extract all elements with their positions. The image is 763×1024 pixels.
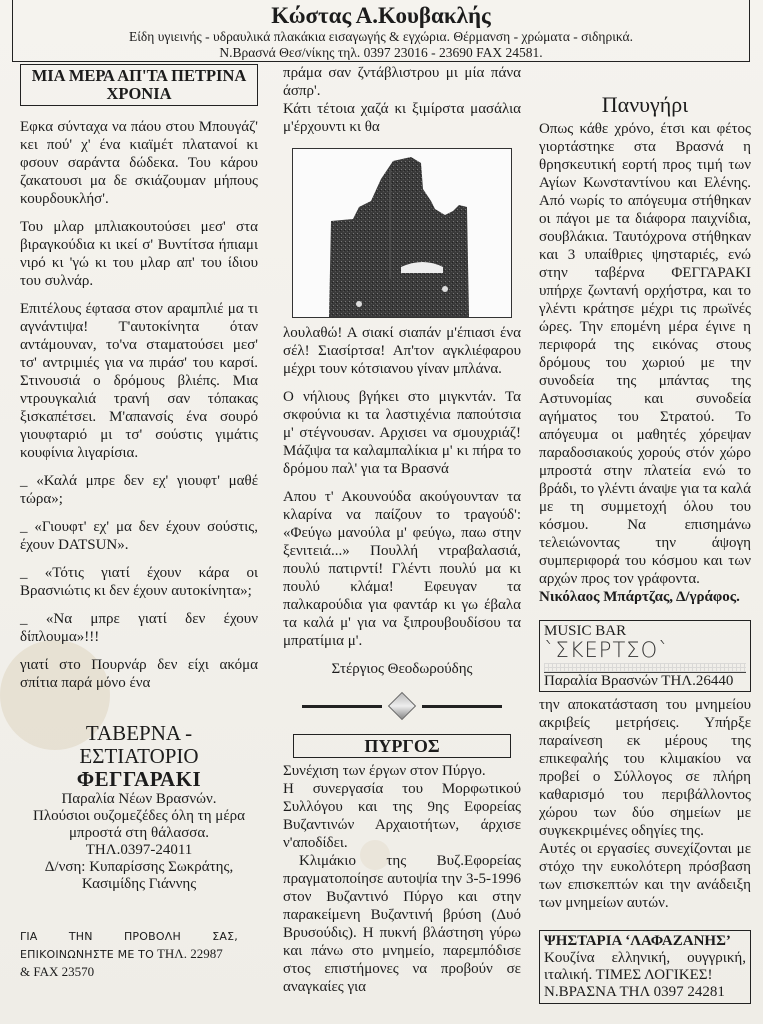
article-paragraph: λουλαθώ! Α σιακί σιαπάν μ'έπιασι ένα σέλ! Σιασίρτσα! Απ'τον αγκλιέφαρου μέχρι τουν κότσιανου γίναν μπλάνα. bbox=[283, 325, 521, 377]
ad-taverna-line1: ΤΑΒΕΡΝΑ - bbox=[85, 721, 193, 745]
article-paragraph: _ «Να μπρε γιατί δεν έχουν δίπλουμα»!!! bbox=[20, 611, 258, 645]
article-paragraph: _ «Τότις γιατί έχουν κάρα οι Βρασνιώτις κι δεν έχουν αυτοκίνητα»; bbox=[20, 565, 258, 599]
column-right bbox=[539, 64, 751, 1004]
article-paragraph: _ «Καλά μπρε δεν εχ' γιουφτ' μαθέ τώρα»; bbox=[20, 473, 258, 507]
article-author: Νικόλαος Μπάρτζας, Δ/γράφος. bbox=[539, 589, 740, 605]
promo-word: ΓΙΑ bbox=[20, 930, 38, 943]
article-paragraph: _ «Γιουφτ' εχ' μα δεν έχουν σούστις, έχουν DATSUN». bbox=[20, 519, 258, 553]
article-paragraph: γιατί στο Πουρνάρ δεν είχι ακόμα σπίτια παρά μόνο ένα bbox=[20, 657, 258, 691]
article-paragraph: Συνέχιση των έργων στον Πύργο. bbox=[283, 763, 486, 779]
promo-contact-caps: ΕΠΙΚΟΙΝΩΝΗΣΤΕ ΜΕ ΤΟ bbox=[20, 948, 154, 961]
ad-music-bar-address: Παραλία Βρασνών ΤΗΛ.26440 bbox=[544, 672, 746, 690]
article-paragraph: Επιτέλους έφτασα στον αραμπλιέ μα τι αγνάντιψα! Τ'αυτοκίνητα όταν αντάμουναν, το'να σταματούσει μεσ' τσ' αντριμιές για να πιράσ' του καρσί. Στινουσιά ο δρόμους βλιέπς. Μια ντρουγκαλιά τρανή σαν τόπακας ξισκαπέτσει. Μ'απανσίς ένα σουρό γιουφταριό μι τσ' σούστις γιμάτις κουφίνια λιγαρίσια. bbox=[20, 301, 258, 461]
ad-music-bar bbox=[539, 620, 751, 692]
article-paragraph: Απου τ' Ακουνούδα ακούγουνταν τα κλαρίνα να παίζουν το τραγούδ': «Φεύγω μανούλα μ' φεύγω, παω στην ξενιτειά...» Πουλλή ντραβαλασιά, πουλύ πατιρντί! Γλέντι πουλύ μα κι πουλύ κλάμα! Εφευγαν τα παλκαρούδια για φαντάρ κι γω έβαλα τα καλά μ' για να ξιπρουβουδίσου τα μπρατίμια μ'. bbox=[283, 489, 521, 649]
article-title: ΜΙΑ ΜΕΡΑ ΑΠ'ΤΑ ΠΕΤΡΙΝΑ ΧΡΟΝΙΑ bbox=[20, 64, 258, 106]
article-title: Πανυγήρι bbox=[601, 92, 689, 117]
section-divider bbox=[283, 696, 521, 716]
ad-psistaria-desc: Κουζίνα ελληνική, ουγγρική, ιταλική. ΤΙΜΕΣ ΛΟΓΙΚΕΣ! bbox=[544, 950, 746, 983]
article-paragraph: πράμα σαν ζντάβλιστρου μι μία πάνα άσπρ'. bbox=[283, 65, 521, 99]
promo-phone: ΤΗΛ. 22987 bbox=[156, 946, 223, 961]
ad-taverna-line2: ΕΣΤΙΑΤΟΡΙΟ bbox=[79, 744, 199, 768]
article-title: ΠΥΡΓΟΣ bbox=[293, 734, 511, 758]
promo-word: ΤΗΝ bbox=[68, 930, 93, 943]
ad-taverna-address: Παραλία Νέων Βρασνών. bbox=[61, 791, 217, 807]
tower-photo bbox=[292, 148, 512, 318]
article-paragraph: Η συνεργασία του Μορφωτικού Συλλόγου και της 9ης Εφορείας Βυζαντινών Αρχαιοτήτων, άρχισε ν'αποδίδει. bbox=[283, 781, 521, 851]
divider-line bbox=[302, 705, 382, 708]
tower-ruin-image bbox=[293, 149, 511, 317]
ad-music-bar-name: `ΣΚΕΡΤΣΟ` bbox=[544, 638, 670, 662]
ad-taverna-phone: ΤΗΛ.0397-24011 bbox=[85, 842, 193, 858]
ad-taverna bbox=[20, 722, 258, 893]
article-paragraph: Κλιμάκιο της Βυζ.Εφορείας πραγματοποίησε αυτοψία την 3-5-1996 στον Βυζαντινό Πύργο και στην παρακείμενη Βυζαντινή βρύση (Δυό Βρυσούδις). Η πυκνή βλάστηση γύρω και πάνω στο μνημείο, παρεμπόδισε στος επιστήμονες να προβούν σε αναγκαίες για bbox=[283, 853, 521, 995]
article-paragraph: Του μλαρ μπλιακουτούσει μεσ' στα βιραγκούδια κι ικεί σ' Βυντίτσα ήπιαμι νιρό κι 'γώ κι του μλαρ απ' του ίδιου του συλνάρ. bbox=[20, 219, 258, 289]
promo-notice bbox=[20, 928, 238, 980]
promo-word: ΠΡΟΒΟΛΗ bbox=[123, 930, 181, 943]
ad-taverna-name: ΦΕΓΓΑΡΑΚΙ bbox=[76, 767, 202, 791]
ad-psistaria bbox=[539, 930, 751, 1004]
ad-music-bar-label: MUSIC BAR bbox=[544, 623, 627, 639]
article-paragraph: Αυτές οι εργασίες συνεχίζονται με στόχο την ευκολότερη πρόσβαση των επισκεπτών και την ανάδειξη των μνημείων αυτών. bbox=[539, 841, 751, 911]
column-middle bbox=[283, 64, 521, 996]
ad-psistaria-title: ΨΗΣΤΑΡΙΑ ‘ΛΑΦΑΖΑΝΗΣ’ bbox=[544, 933, 731, 949]
masthead-contact: Ν.Βρασνά Θεσ/νίκης τηλ. 0397 23016 - 23690 FAX 24581. bbox=[219, 44, 543, 60]
masthead-name: Κώστας Α.Κουβακλής bbox=[271, 3, 491, 28]
masthead-products: Είδη υγιεινής - υδραυλικά πλακάκια εισαγωγής & εγχώρια. Θέρμανση - χρώματα - σιδηρικά. bbox=[129, 29, 633, 44]
article-paragraph: την αποκατάσταση του μνημείου ακριβείς μετρήσεις. Υπήρξε παραίνεση εκ μέρους της επικεφαλής του κλιμακίου να προβεί ο Σύλλογος σε πλήρη καθαρισμό του περιβάλλοντος χώρου των δύο σημείων με συγκεκριμένες οδηγίες της. bbox=[539, 697, 751, 839]
article-paragraph: Ο νήλιους βγήκει στο μιγκντάν. Τα σκφούνια κι τα λαστιχένια παπούτσια μ' στέγνουσαν. Αρχισει να σμουχριάζ! Μάζιψα τα καλαμπαλίκια μ' κι πήρα το δρόμου παλ' για τα Βρασνά bbox=[283, 389, 521, 477]
ad-taverna-desc: Πλούσιοι ουζομεζέδες όλη τη μέρα μπροστά στη θάλασσα. bbox=[33, 808, 245, 841]
divider-line bbox=[422, 705, 502, 708]
ad-psistaria-phone: Ν.ΒΡΑΣΝΑ ΤΗΛ 0397 24281 bbox=[544, 984, 725, 1000]
promo-word: ΣΑΣ, bbox=[212, 930, 238, 943]
article-author: Στέργιος Θεοδωρούδης bbox=[331, 661, 473, 677]
promo-fax: & FAX 23570 bbox=[20, 964, 95, 979]
article-paragraph: Κάτι τέτοια χαζά κι ξιμίρστα μασάλια μ'έρχουντι κι θα bbox=[283, 101, 521, 135]
article-paragraph: Εφκα σύνταχα να πάου στου Μπουγάζ' κει πού' χ' ένα κιαϊμέτ πλατανοί κι φσουν σαράντα δώδεκα. Του κάρου ζακατουσι μα δε σκιάζουμαν μήπους κουρδουκλήσ'. bbox=[20, 119, 258, 207]
masthead bbox=[12, 0, 750, 62]
article-paragraph: Οπως κάθε χρόνο, έτσι και φέτος γιορτάστηκε στα Βρασνά η θρησκευτική εορτή προς τιμή των Αγίων Κωνσταντίνου και Ελένης. Από νωρίς το απόγευμα στήθηκαν οι πάγοι με τα διάφορα παιχνίδια, σουβλάκια. Ταυτόχρονα στήθηκαν και 3 υπαίθριες ψησταριές, ενώ στην ταβέρνα ΦΕΓΓΑΡΑΚΙ υπήρχε ζωντανή ορχήστρα, και το γλέντι κράτησε μέχρι τις πρωϊνές ώρες. Την επομένη μέρα έγινε η περιφορά της εικόνας στους δρόμους του χωριού με την συνοδεία της μπάντας της Αστυνομίας και συνοδεία αγήματος του Στρατού. Το απόγευμα οι μαθητές χόρεψαν παραδοσιακούς χορούς στόν χώρο μπροστά στην πλατεία ενώ το βράδι, το γλέντι άναψε για τα καλά με τη συμμετοχή όλου του κόσμου. Να επισημάνω τελειώνοντας την άψογη συμπεριφορά του κόσμου και των αρχών προς τον γράφοντα. bbox=[539, 121, 751, 587]
diamond-ornament-icon bbox=[388, 692, 416, 720]
ad-taverna-management: Δ/νση: Κυπαρίσσης Σωκράτης, Κασιμίδης Γιάννης bbox=[44, 859, 234, 892]
column-left bbox=[20, 64, 258, 893]
